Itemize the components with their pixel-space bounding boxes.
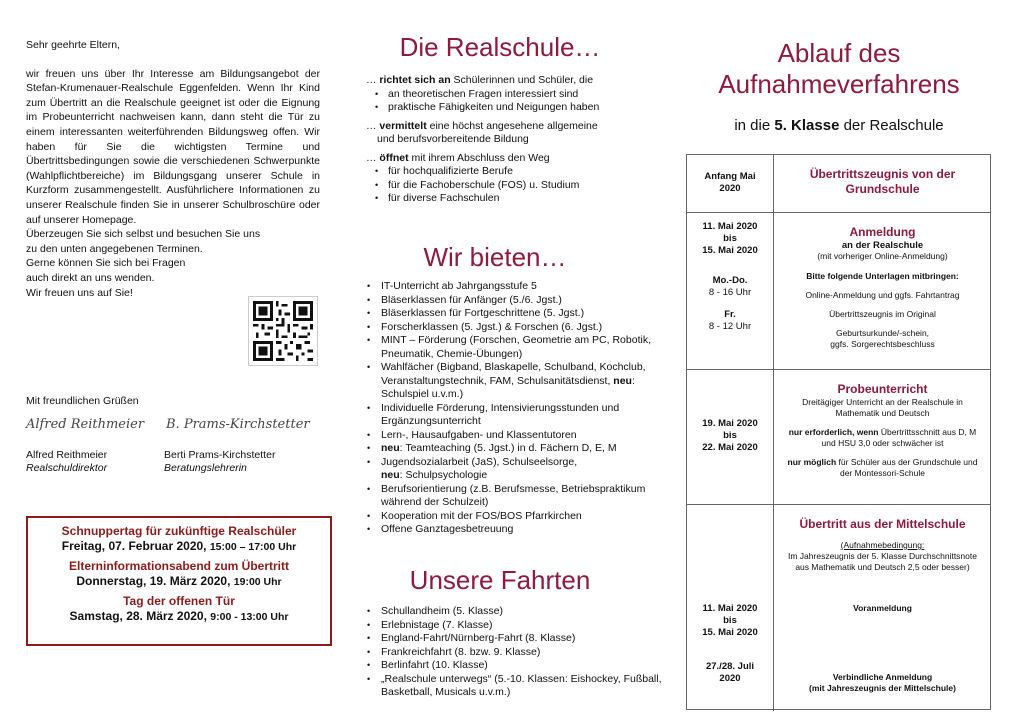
outro-line: zu den unten angegebenen Terminen. [26, 242, 203, 255]
row-dates: Anfang Mai 2020 [687, 155, 774, 212]
subheading-ablauf: in die 5. Klasse der Realschule [734, 117, 944, 134]
list-item: • England-Fahrt/Nürnberg-Fahrt (8. Klasse) [367, 632, 663, 646]
qr-code[interactable] [248, 296, 318, 366]
schedule-table [686, 154, 991, 710]
heading-wir-bieten: Wir bieten… [423, 242, 567, 272]
signature-reithmeier: Alfred Reithmeier [26, 417, 145, 432]
signer-role: Realschuldirektor [26, 462, 108, 474]
row-info: Anmeldung an der Realschule (mit vorheriger Online-Anmeldung) Bitte folgende Unterlagen mitbringen: Online-Anmeldung und ggfs. Fahrtantrag Übertrittszeugnis im Original Geburtsurkunde/-schein, ggfs. Sorgerechtsbeschluss [805, 225, 960, 349]
realschule-group: … vermittelt eine höchst angesehene allgemeine und berufsvorbereitende Bildung [366, 119, 598, 145]
letter-intro: wir freuen uns über Ihr Interesse am Bildungsangebot der Stefan-Krumenauer-Realschule Eggenfelden. Wenn Ihr Kind zum Übertritt an die Realschule geeignet ist oder die Eignung im Probeunterricht nachweisen kann, dann steht die Tür zu einem interessanten weiterführenden Bildungsweg offen. Wir haben für Sie die wichtigsten Termine und Übertrittsbedingungen sowie die verschiedenen Schwerpunkte (Wahlpflichtbereiche) im Bildungsgang unserer Schule in Kurzform zusammengestellt. Ausführlichere Informationen zu unserer Realschule finden Sie in unserer Schulbroschüre oder auf unserer Homepage. [26, 67, 320, 226]
list-item: • Schullandheim (5. Klasse) [367, 605, 663, 619]
event-title: Tag der offenen Tür [123, 594, 235, 608]
list-item: • Frankreichfahrt (8. bzw. 9. Klasse) [367, 646, 663, 660]
row-dates: 19. Mai 2020 bis 22. Mai 2020 [687, 370, 774, 504]
list-item: • für die Fachoberschule (FOS) u. Studium [388, 179, 666, 193]
table-row [687, 155, 990, 213]
list-item: • Bläserklassen für Anfänger (5./6. Jgst.) [367, 294, 663, 308]
event-date: Donnerstag, 19. März 2020, 19:00 Uhr [76, 574, 282, 588]
heading-fahrten: Unsere Fahrten [409, 565, 591, 595]
event-date: Samstag, 28. März 2020, 9:00 - 13:00 Uhr [69, 609, 289, 623]
list-item: • Forscherklassen (5. Jgst.) & Forschen (6. Jgst.) [367, 321, 663, 335]
signer-name: Alfred Reithmeier [26, 449, 108, 461]
heading-realschule: Die Realschule… [399, 32, 601, 62]
letter-closing: Mit freundlichen Grüßen [26, 395, 139, 407]
signer-role: Beratungslehrerin [164, 462, 247, 474]
row-info: Übertritt aus der Mittelschule (Aufnahmebedingung: Im Jahreszeugnis der 5. Klasse Durchschnittsnote aus Mathematik und Deutsch 2,5 oder besser) Voranmeldung Verbindliche Anmeldung (mit Jahreszeugnis der Mittelschule) [788, 517, 977, 693]
letter [26, 38, 320, 474]
event-title: Schnuppertag für zukünftige Realschüler [61, 524, 297, 538]
realschule-group: … richtet sich an Schülerinnen und Schüler, die • an theoretischen Fragen interessiert sind • praktische Fähigkeiten und Neigungen haben [366, 74, 666, 115]
signatures [26, 414, 326, 444]
row-dates: 11. Mai 2020 bis 15. Mai 2020 Mo.-Do. 8 - 16 Uhr Fr. 8 - 12 Uhr [687, 213, 774, 369]
list-item: • Jugendsozialarbeit (JaS), Schulseelsorge, neu: Schulpsychologie [367, 456, 663, 483]
list-item: • neu: Teamteaching (5. Jgst.) in d. Fächern D, E, M [367, 442, 663, 456]
row-dates: 11. Mai 2020 bis 15. Mai 2020 27./28. Juli 2020 [687, 505, 774, 711]
letter-outro [26, 227, 320, 300]
list-item: • Offene Ganztagesbetreuung [367, 523, 663, 537]
list-item: • Berlinfahrt (10. Klasse) [367, 659, 663, 673]
row-info: Übertrittszeugnis von der Grundschule [809, 167, 956, 196]
outro-line: auch direkt an uns wenden. [26, 271, 155, 284]
list-item: • praktische Fähigkeiten und Neigungen haben [388, 101, 666, 115]
heading-ablauf: Ablauf des Aufnahmeverfahrens [718, 38, 960, 99]
letter-greeting: Sehr geehrte Eltern, [26, 39, 120, 51]
list-item: • für diverse Fachschulen [388, 192, 666, 206]
trips-list [367, 605, 663, 700]
signature-prams-kirchstetter: B. Prams-Kirchstetter [166, 417, 310, 432]
outro-line: Gerne können Sie sich bei Fragen [26, 257, 186, 270]
list-item: • Erlebnistage (7. Klasse) [367, 619, 663, 633]
list-item: • an theoretischen Fragen interessiert sind [388, 88, 666, 102]
offers-list [367, 280, 663, 537]
list-item: • Bläserklassen für Fortgeschrittene (5. Jgst.) [367, 307, 663, 321]
outro-line: Wir freuen uns auf Sie! [26, 286, 133, 299]
event-date: Freitag, 07. Februar 2020, 15:00 – 17:00 Uhr [61, 539, 297, 553]
list-item: • Individuelle Förderung, Intensivierungsstunden und Ergänzungsunterricht [367, 402, 663, 429]
realschule-block [366, 74, 666, 211]
events-box [26, 516, 332, 646]
signer-name: Berti Prams-Kirchstetter [164, 449, 276, 461]
list-item: • für hochqualifizierte Berufe [388, 165, 666, 179]
outro-line: Überzeugen Sie sich selbst und besuchen Sie uns [26, 228, 261, 241]
list-item: • Wahlfächer (Bigband, Blaskapelle, Schulband, Kochclub, Veranstaltungstechnik, FAM, Schulsanitätsdienst, neu: Schulspiel u.v.m.) [367, 361, 663, 402]
list-item: • MINT – Förderung (Forschen, Geometrie am PC, Robotik, Pneumatik, Chemie-Übungen) [367, 334, 663, 361]
list-item: • Lern-, Hausaufgaben- und Klassentutoren [367, 429, 663, 443]
event-title: Elterninformationsabend zum Übertritt [68, 559, 289, 573]
realschule-group: … öffnet mit ihrem Abschluss den Weg • für hochqualifizierte Berufe • für die Fachoberschule (FOS) u. Studium • für diverse Fachschulen [366, 152, 666, 206]
table-row [687, 213, 990, 370]
list-item: • Berufsorientierung (z.B. Berufsmesse, Betriebspraktikum während der Schulzeit) [367, 483, 663, 510]
list-item: • Kooperation mit der FOS/BOS Pfarrkirchen [367, 510, 663, 524]
table-row [687, 370, 990, 505]
list-item: • „Realschule unterwegs“ (5.-10. Klassen: Eishockey, Fußball, Basketball, Musicals u.v.m.) [367, 673, 663, 700]
list-item: • IT-Unterricht ab Jahrgangsstufe 5 [367, 280, 663, 294]
row-info: Probeunterricht Dreitägiger Unterricht an der Realschule in Mathematik und Deutsch nur erforderlich, wenn Übertrittsschnitt aus D, M und HSU 3,0 oder schwächer ist nur möglich für Schüler aus der Grundschule und der Montessori-Schule [787, 382, 978, 478]
table-row [687, 505, 990, 711]
